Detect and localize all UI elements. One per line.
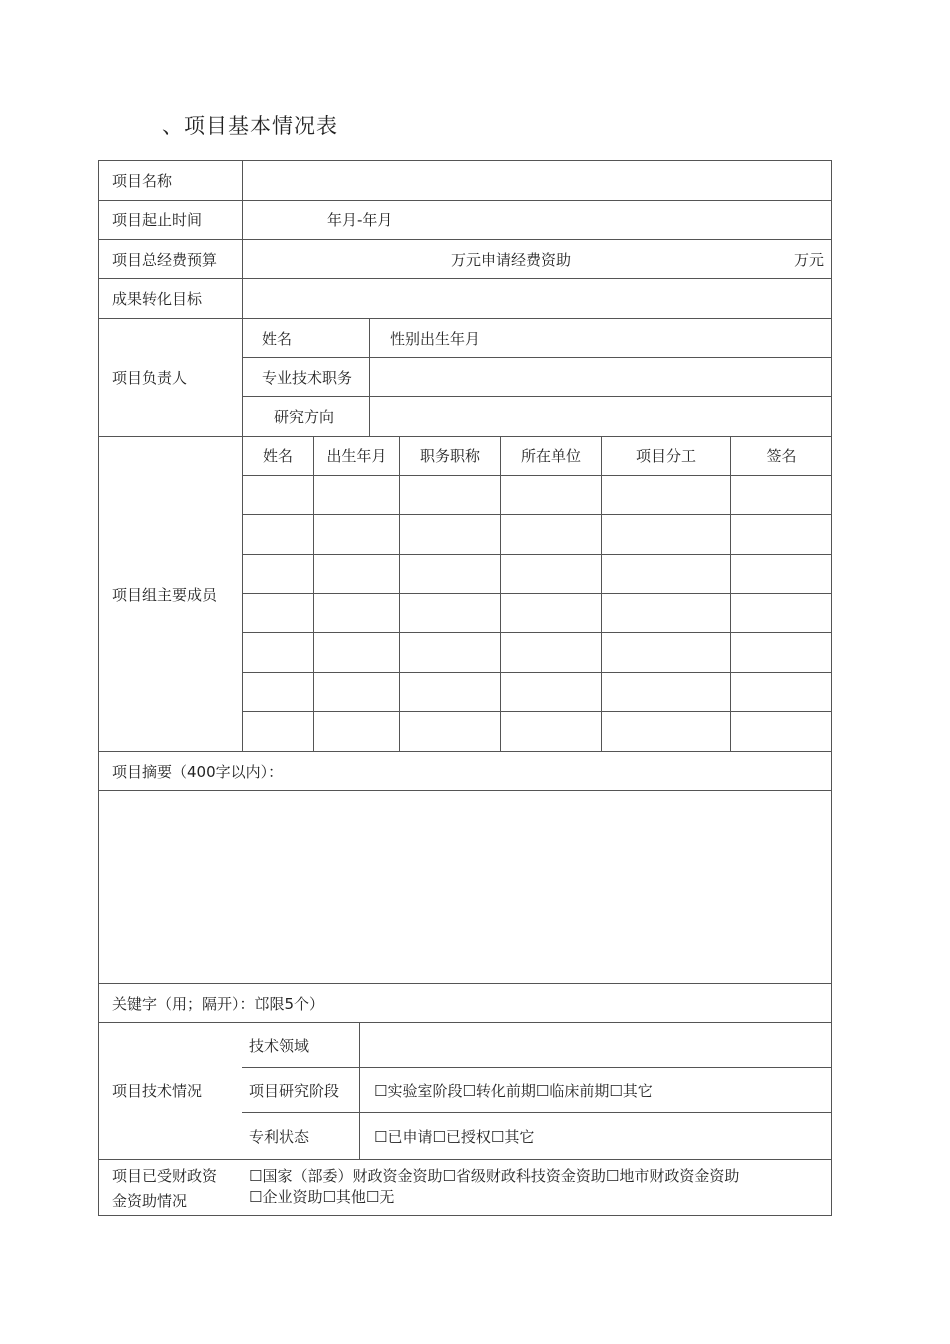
research-stage-options[interactable]: ☐实验室阶段☐转化前期☐临床前期☐其它 <box>374 1082 653 1100</box>
members-label: 项目组主要成员 <box>112 586 218 604</box>
budget-unit: 万元 <box>794 251 825 269</box>
member-row-divider <box>242 514 832 515</box>
budget-apply-text[interactable]: 万元申请经费资助 <box>451 251 572 269</box>
tech-field-input[interactable] <box>360 1023 831 1067</box>
row-divider <box>98 200 832 201</box>
member-row-divider <box>242 711 832 712</box>
member-header-unit: 所在单位 <box>520 447 581 465</box>
project-name-field[interactable] <box>243 161 831 200</box>
member-header-title: 职务职称 <box>419 447 480 465</box>
member-row-divider <box>242 593 832 594</box>
tech-field-label: 技术领域 <box>249 1037 310 1055</box>
transformation-goal-label: 成果转化目标 <box>112 290 203 308</box>
leader-research-label: 研究方向 <box>274 408 335 426</box>
funding-options-line1[interactable]: ☐国家（部委）财政资金资助☐省级财政科技资金资助☐地市财政资金资助 <box>249 1167 740 1185</box>
leader-label: 项目负责人 <box>112 369 188 387</box>
row-divider <box>98 1159 832 1160</box>
abstract-label: 项目摘要（400字以内）： <box>112 763 284 781</box>
budget-label: 项目总经费预算 <box>112 251 218 269</box>
abstract-field[interactable] <box>99 791 831 983</box>
leader-title-label: 专业技术职务 <box>262 369 353 387</box>
funding-options-line2[interactable]: ☐企业资助☐其他☐无 <box>249 1188 395 1206</box>
member-header-birth: 出生年月 <box>326 447 387 465</box>
project-period-label: 项目起止时间 <box>112 211 203 229</box>
member-header-signature: 签名 <box>766 447 797 465</box>
member-row-divider <box>242 475 832 476</box>
leader-title-field[interactable] <box>370 358 831 396</box>
member-column-divider <box>601 436 602 751</box>
project-name-label: 项目名称 <box>112 172 173 190</box>
member-row-divider <box>242 672 832 673</box>
project-period-value[interactable]: 年月-年月 <box>327 211 393 229</box>
member-column-divider <box>313 436 314 751</box>
leader-gender-birth-label: 性别出生年月 <box>390 330 481 348</box>
patent-status-label: 专利状态 <box>249 1128 310 1146</box>
member-row-divider <box>242 632 832 633</box>
member-column-divider <box>500 436 501 751</box>
member-row-divider <box>242 554 832 555</box>
row-divider <box>98 239 832 240</box>
funding-label-line1: 项目已受财政资 <box>112 1167 218 1185</box>
member-header-name: 姓名 <box>262 447 293 465</box>
research-stage-label: 项目研究阶段 <box>249 1082 340 1100</box>
patent-status-options[interactable]: ☐已申请☐已授权☐其它 <box>374 1128 535 1146</box>
page-title: 、项目基本情况表 <box>162 114 338 138</box>
row-divider <box>98 318 832 319</box>
row-divider <box>98 983 832 984</box>
tech-label: 项目技术情况 <box>112 1082 203 1100</box>
leader-research-field[interactable] <box>370 397 831 436</box>
keywords-label[interactable]: 关键字（用；隔开）：邙限5个） <box>112 995 325 1013</box>
row-divider <box>98 751 832 752</box>
leader-name-label: 姓名 <box>262 330 293 348</box>
transformation-goal-field[interactable] <box>243 279 831 318</box>
member-column-divider <box>730 436 731 751</box>
funding-label-line2: 金资助情况 <box>112 1192 188 1210</box>
member-header-role: 项目分工 <box>635 447 696 465</box>
row-divider <box>98 436 832 437</box>
member-column-divider <box>399 436 400 751</box>
